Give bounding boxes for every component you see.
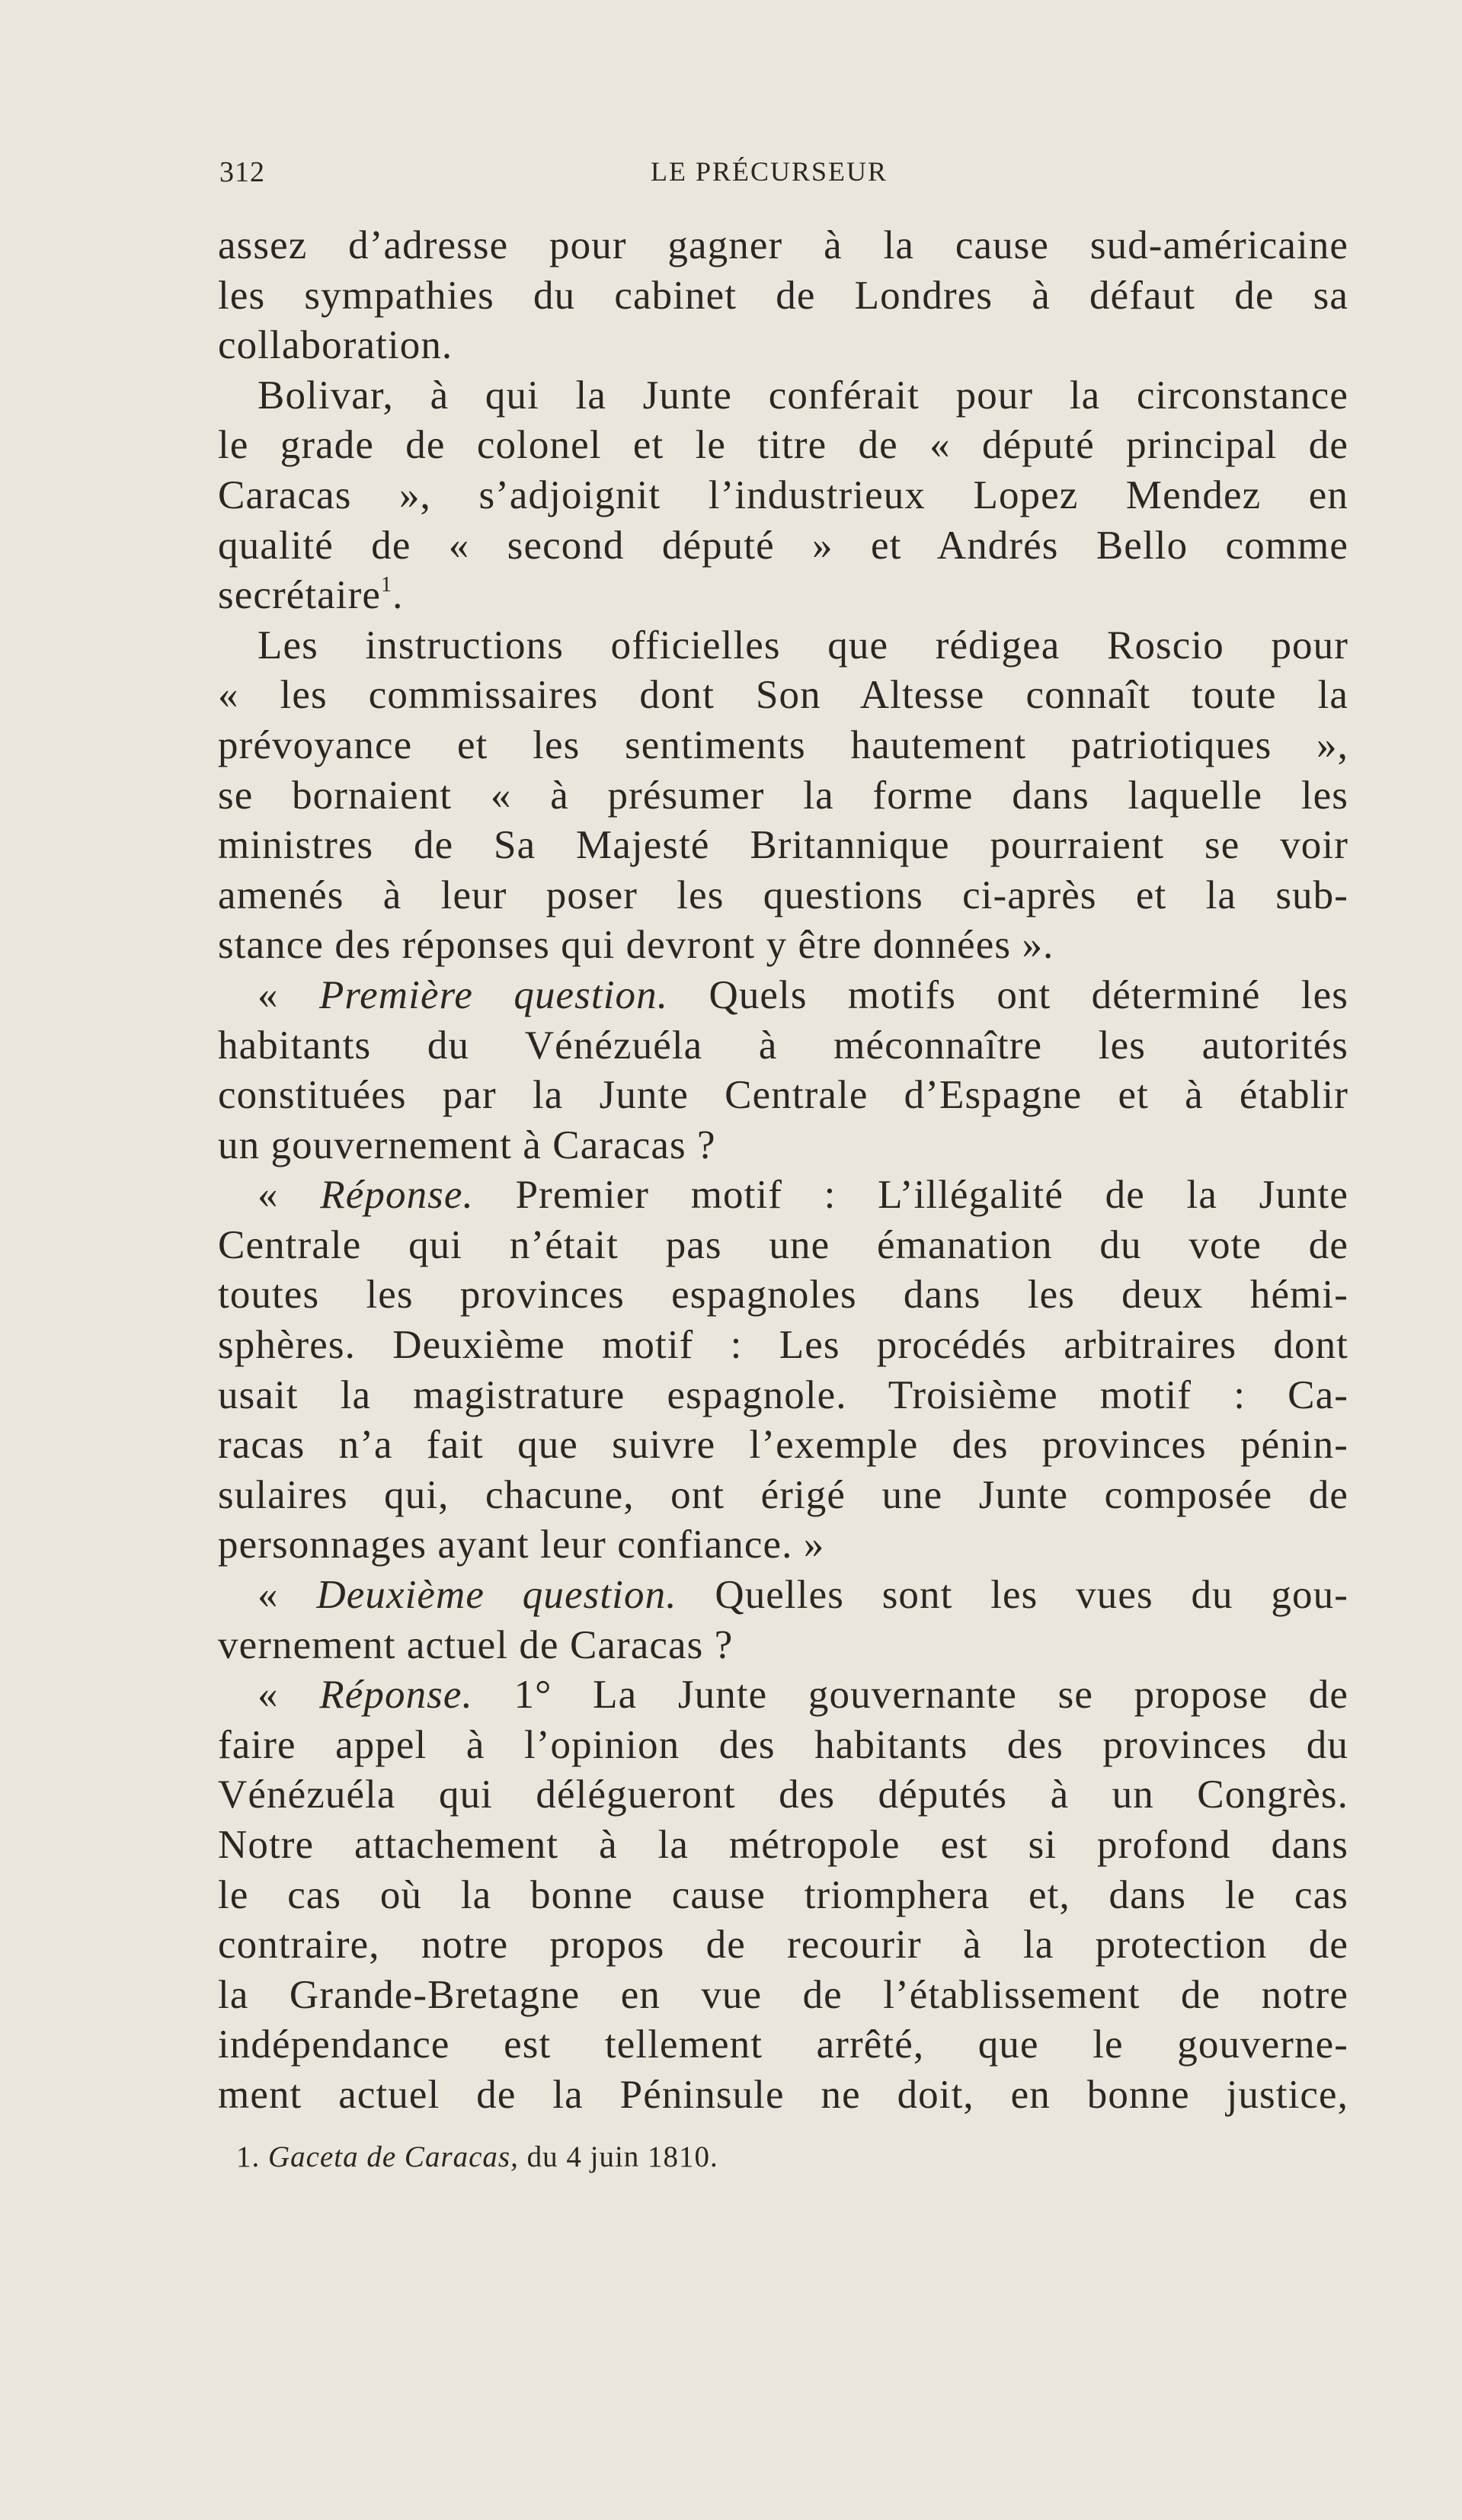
text-line	[218, 971, 1348, 1021]
question-text: Quels motifs ont déterminé les	[709, 972, 1348, 1017]
text-line: prévoyance et les sentiments hautement patriotiques »,	[218, 722, 1348, 767]
text-line: qualité de « second député » et Andrés Bello comme	[218, 523, 1348, 568]
footnote-date: du 4 juin 1810.	[526, 2141, 718, 2173]
text-line: Vénézuéla qui délégueront des députés à un Congrès.	[218, 1772, 1348, 1817]
text-line: faire appel à l’opinion des habitants des provinces du	[218, 1722, 1348, 1767]
text-line: les sympathies du cabinet de Londres à défaut de sa	[218, 273, 1348, 318]
open-quote: «	[258, 1673, 279, 1718]
text-line: personnages ayant leur confiance. »	[218, 1523, 825, 1567]
text-line: se bornaient « à présumer la forme dans laquelle les	[218, 773, 1348, 818]
text-line: Bolivar, à qui la Junte conférait pour la circonstance	[258, 373, 1348, 418]
text-line: contraire, notre propos de recourir à la protection de	[218, 1923, 1348, 1968]
text-line: amenés à leur poser les questions ci-après et la sub-	[218, 873, 1348, 917]
question-text: Quelles sont les vues du gou-	[715, 1573, 1348, 1618]
text-line: le cas où la bonne cause triomphera et, dans le cas	[218, 1872, 1348, 1917]
open-quote: «	[258, 1173, 279, 1218]
text-line: le grade de colonel et le titre de « député principal de	[218, 423, 1348, 468]
response-label: Réponse.	[320, 1173, 474, 1218]
text-line: stance des réponses qui devront y être données ».	[218, 923, 1054, 968]
text-line: collaboration.	[218, 323, 453, 368]
text-line	[218, 1670, 1348, 1721]
text-line: « les commissaires dont Son Altesse connaît toute la	[218, 673, 1348, 718]
text-line: habitants du Vénézuéla à méconnaître les autorités	[218, 1023, 1348, 1068]
open-quote: «	[258, 972, 279, 1017]
question-label: Première question.	[318, 972, 669, 1017]
text-line: sulaires qui, chacune, ont érigé une Junte composée de	[218, 1472, 1348, 1517]
text-line: un gouvernement à Caracas ?	[218, 1122, 716, 1167]
footnote-number: 1.	[236, 2141, 261, 2173]
response-label: Réponse.	[319, 1673, 473, 1718]
response-number: 1°	[513, 1673, 552, 1718]
text-line: assez d’adresse pour gagner à la cause sud-américaine	[218, 223, 1348, 267]
open-quote: «	[258, 1573, 279, 1618]
footnote-source: Gaceta de Caracas,	[268, 2141, 519, 2173]
response-text: La Junte gouvernante se propose de	[593, 1673, 1349, 1718]
text-line: ment actuel de la Péninsule ne doit, en bonne justice,	[218, 2072, 1348, 2117]
text-line	[218, 1170, 1348, 1221]
text-line: usait la magistrature espagnole. Troisième motif : Ca-	[218, 1372, 1348, 1417]
text-line: toutes les provinces espagnoles dans les deux hémi-	[218, 1273, 1348, 1318]
text-line: vernement actuel de Caracas ?	[218, 1622, 734, 1667]
text-line	[218, 1571, 1348, 1621]
text-line: Les instructions officielles que rédigea Roscio pour	[258, 623, 1348, 668]
question-label: Deuxième question.	[316, 1573, 677, 1618]
footnote-ref: 1	[381, 573, 393, 597]
page-number: 312	[219, 156, 265, 188]
response-text: Premier motif : L’illégalité de la Junte	[515, 1173, 1348, 1218]
body-text	[218, 221, 1348, 2121]
text-line: secrétaire$^1$.	[218, 573, 404, 618]
running-title: LE PRÉCURSEUR	[651, 156, 888, 187]
text-line: constituées par la Junte Centrale d’Espagne et à établir	[218, 1073, 1348, 1118]
text-line: Caracas », s’adjoignit l’industrieux Lopez Mendez en	[218, 472, 1348, 517]
secretaire-word: secrétaire	[218, 573, 381, 618]
text-line: indépendance est tellement arrêté, que le gouverne-	[218, 2022, 1348, 2067]
footnote	[236, 2140, 718, 2174]
text-line: racas n’a fait que suivre l’exemple des provinces pénin-	[218, 1423, 1348, 1468]
text-line: la Grande-Bretagne en vue de l’établissement de notre	[218, 1972, 1348, 2017]
text-line: sphères. Deuxième motif : Les procédés arbitraires dont	[218, 1323, 1348, 1368]
text-line: Notre attachement à la métropole est si profond dans	[218, 1823, 1348, 1867]
page-header	[219, 155, 1347, 194]
text-line: Centrale qui n’était pas une émanation du vote de	[218, 1222, 1348, 1267]
text-line: ministres de Sa Majesté Britannique pourraient se voir	[218, 823, 1348, 868]
